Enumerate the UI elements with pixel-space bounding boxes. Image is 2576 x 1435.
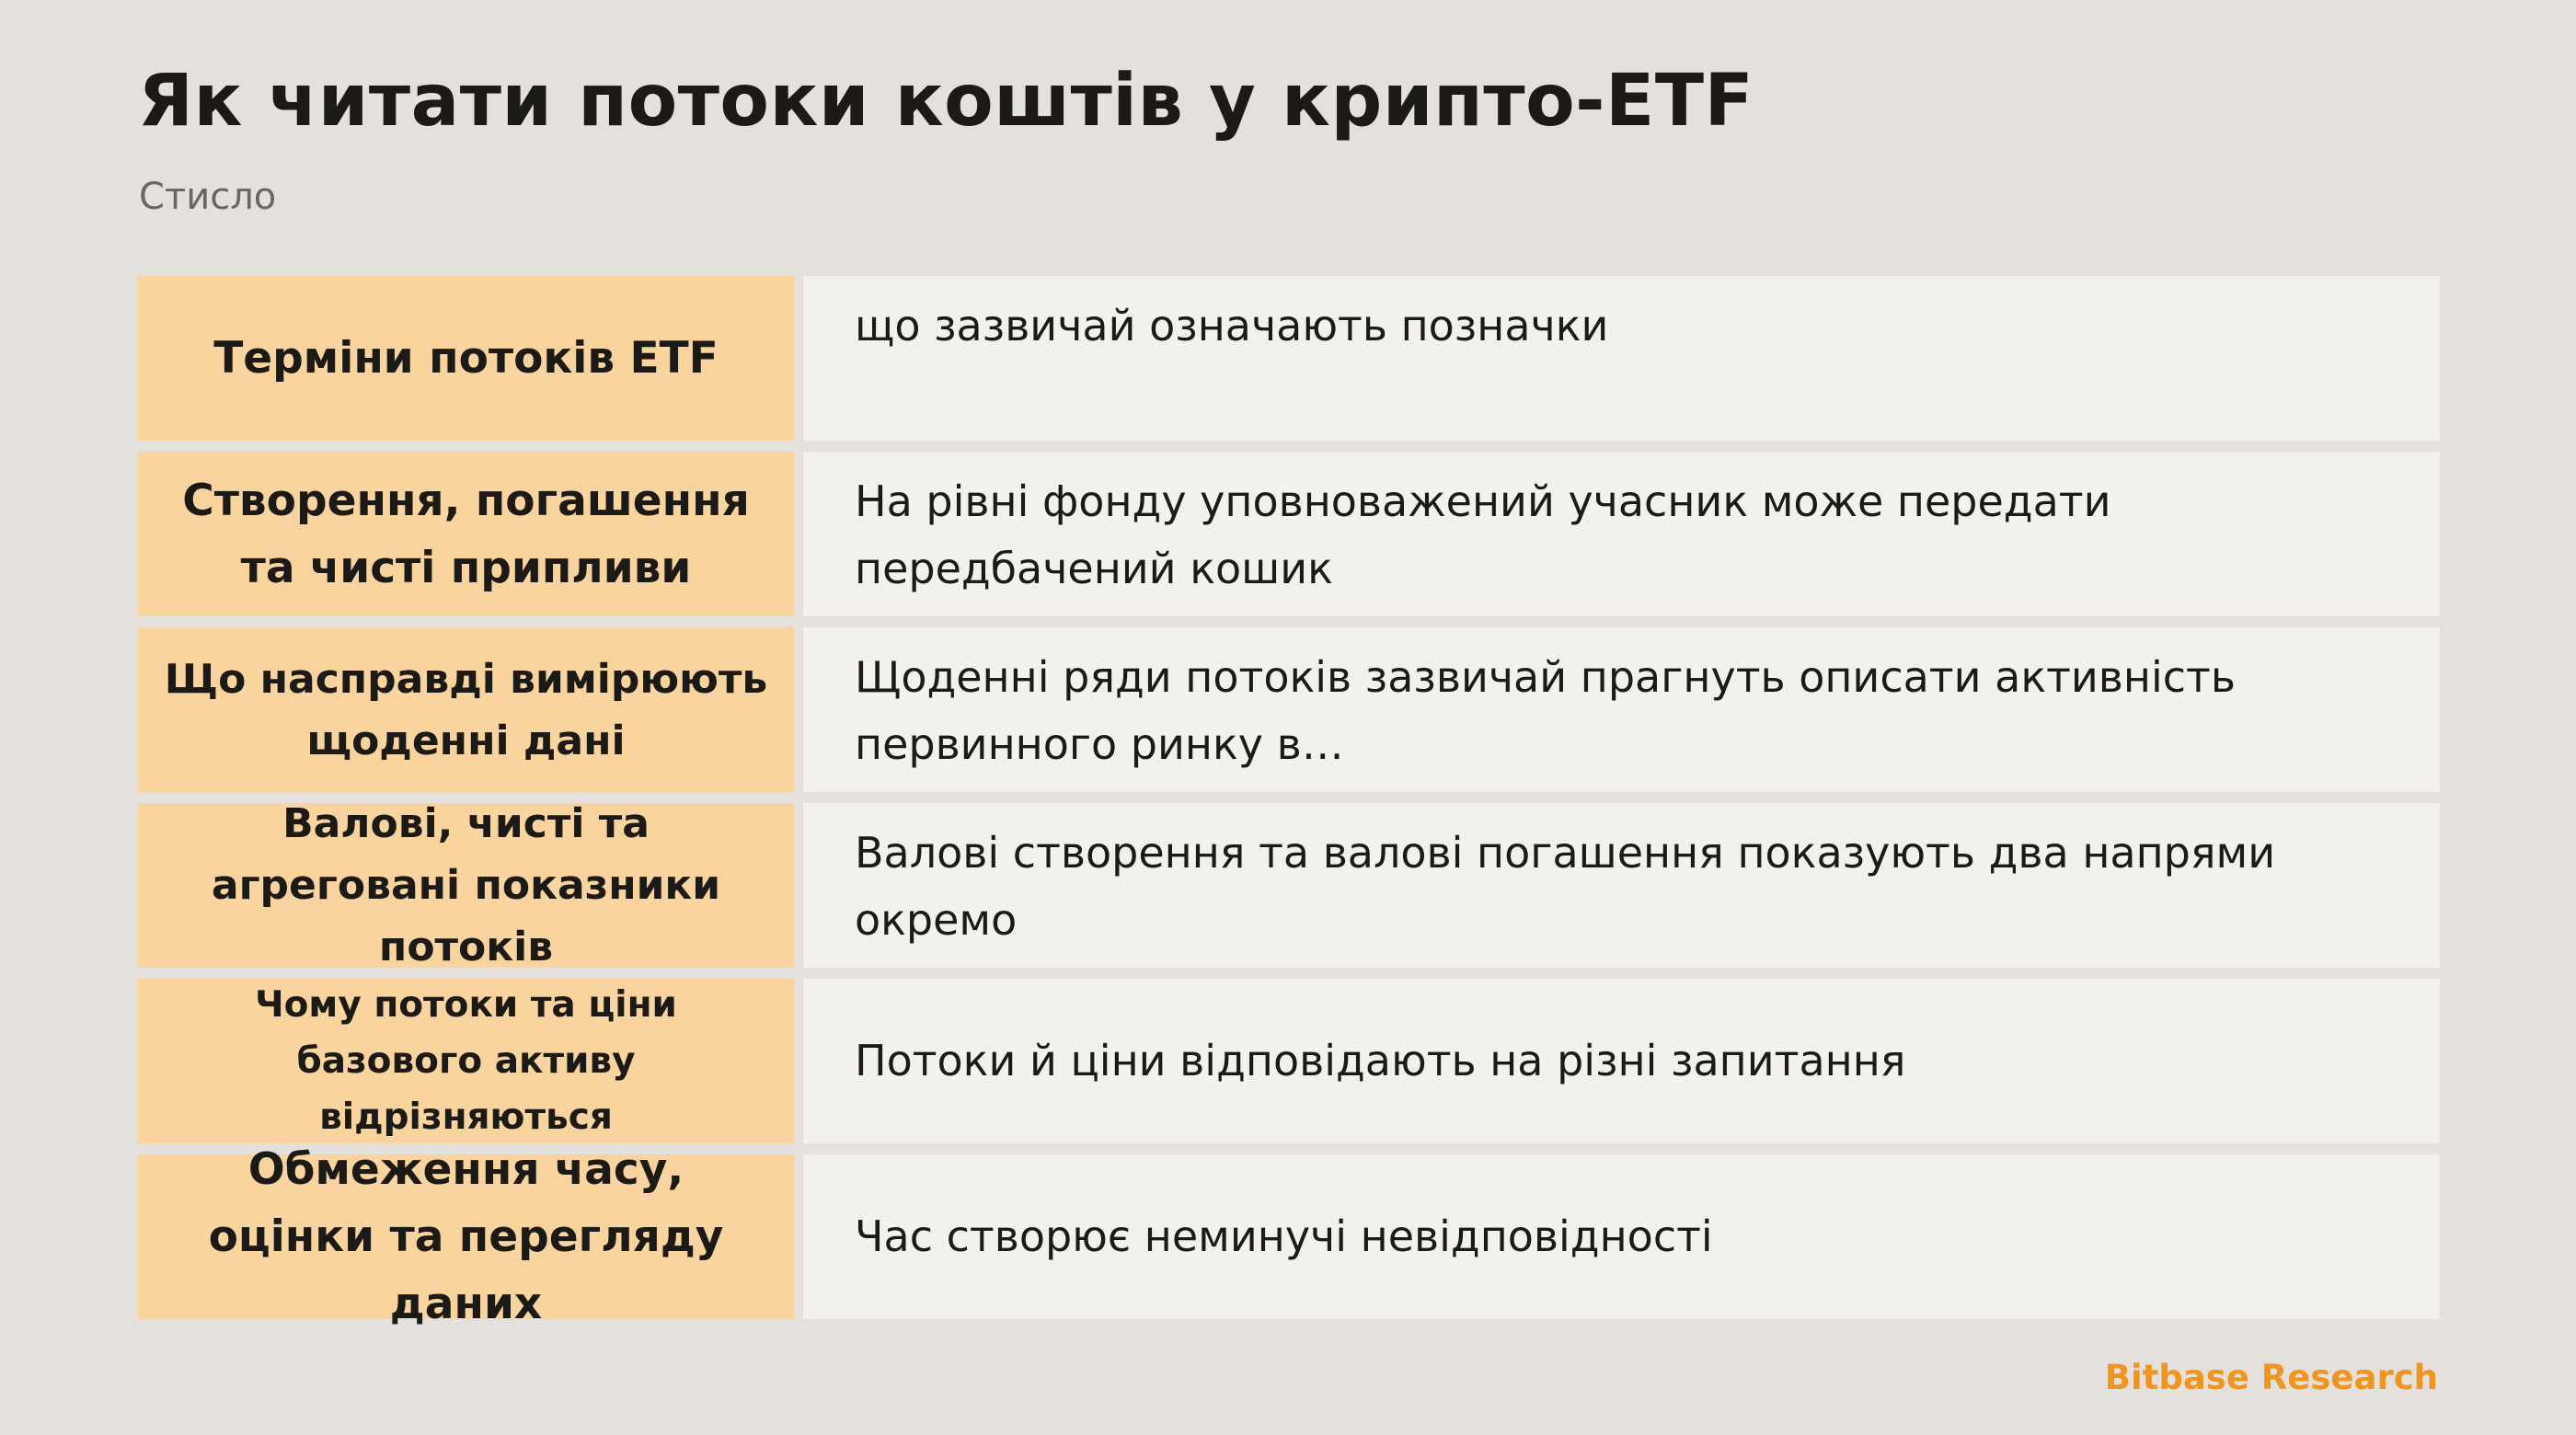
term-label: Що насправді вимірюють щоденні дані xyxy=(164,655,768,764)
description-cell xyxy=(803,979,2440,1143)
page-title: Як читати потоки коштів у крипто-ETF xyxy=(138,60,1754,143)
description-text: Час створює неминучі невідповідності xyxy=(855,1211,1713,1261)
table-row xyxy=(138,276,2440,441)
table-row xyxy=(138,627,2440,792)
term-label: Валові, чисті та агреговані показники потоків xyxy=(211,800,721,970)
term-label: Чому потоки та ціни базового активу відрізняються xyxy=(255,984,677,1138)
term-cell xyxy=(138,276,794,441)
description-cell xyxy=(803,803,2440,968)
term-cell xyxy=(138,1144,794,1329)
terms-table xyxy=(138,276,2440,1329)
term-label: Терміни потоків ETF xyxy=(213,333,719,384)
page-subtitle: Стисло xyxy=(139,176,277,218)
term-label: Створення, погашення та чисті припливи xyxy=(182,475,750,593)
description-cell xyxy=(803,452,2440,616)
table-row xyxy=(138,979,2440,1143)
description-text: Щоденні ряди потоків зазвичай прагнуть описати активність первинного ринку в… xyxy=(855,652,2236,769)
term-cell xyxy=(138,452,794,616)
description-cell xyxy=(803,276,2440,441)
term-cell xyxy=(138,800,794,970)
table-row xyxy=(138,1144,2440,1329)
term-cell xyxy=(138,979,794,1143)
term-label: Обмеження часу, оцінки та перегляду даних xyxy=(208,1144,724,1329)
description-text: На рівні фонду уповноважений учасник може передати передбачений кошик xyxy=(855,476,2111,593)
term-cell xyxy=(138,627,794,792)
description-text: що зазвичай означають позначки xyxy=(855,301,1609,350)
brand-logo-text: Bitbase Research xyxy=(2104,1357,2438,1397)
table-row xyxy=(138,452,2440,616)
description-cell xyxy=(803,1154,2440,1319)
description-text: Потоки й ціни відповідають на різні запитання xyxy=(855,1036,1906,1085)
description-text: Валові створення та валові погашення показують два напрями окремо xyxy=(855,828,2276,945)
description-cell xyxy=(803,627,2440,792)
table-row xyxy=(138,800,2440,970)
